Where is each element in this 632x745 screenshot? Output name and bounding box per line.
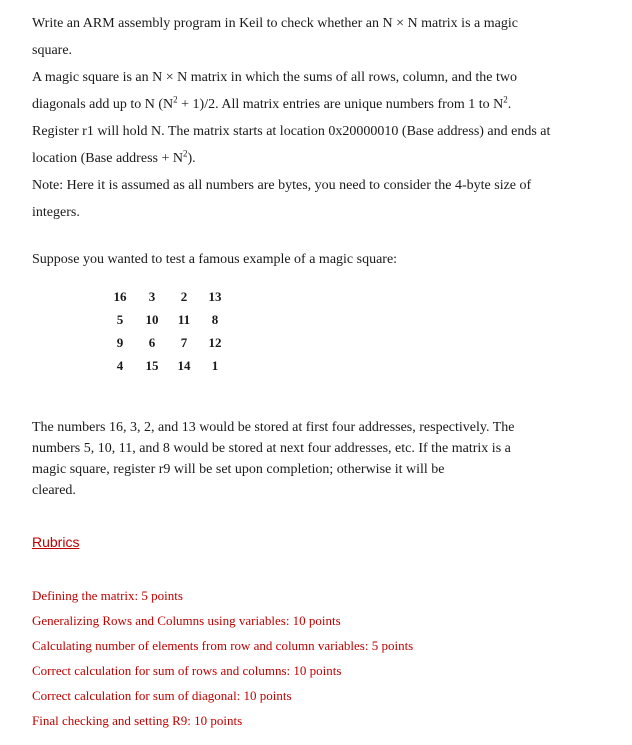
matrix-cell: 6 — [148, 334, 156, 350]
matrix-cell: 14 — [177, 357, 191, 373]
note-line2: integers. — [32, 205, 80, 220]
explanation-line2: numbers 5, 10, 11, and 8 would be stored at next four addresses, etc. If the matrix is a — [32, 441, 511, 456]
rubric-list — [32, 583, 612, 733]
definition-paragraph — [32, 64, 612, 172]
rubric-item: Correct calculation for sum of rows and columns: 10 points — [32, 663, 342, 678]
matrix-cell: 16 — [113, 288, 127, 304]
matrix-cell: 3 — [148, 288, 156, 304]
matrix-row — [106, 331, 232, 354]
definition-line4-b: ). — [187, 151, 196, 166]
magic-square-matrix — [106, 285, 232, 377]
definition-line1-mid: N matrix in which the sums of all rows, column, and the two — [173, 70, 517, 85]
definition-line1-pre: A magic square is an N — [32, 70, 166, 85]
note-line1: Note: Here it is assumed as all numbers are bytes, you need to consider the 4-byte size of — [32, 178, 532, 193]
intro-paragraph — [32, 10, 612, 64]
superscript-2: 2 — [173, 94, 178, 105]
explanation-line4: cleared. — [32, 483, 76, 498]
rubric-item: Final checking and setting R9: 10 points — [32, 713, 243, 728]
matrix-cell: 1 — [211, 357, 219, 373]
matrix-cell: 11 — [177, 311, 191, 327]
definition-line2-c: . — [507, 97, 512, 112]
definition-line3: Register r1 will hold N. The matrix starts at location 0x20000010 (Base address) and ends at — [32, 124, 551, 139]
matrix-cell: 4 — [116, 357, 124, 373]
definition-line2-a: diagonals add up to N (N — [32, 97, 174, 112]
rubric-item: Defining the matrix: 5 points — [32, 588, 183, 603]
matrix-cell: 8 — [211, 311, 219, 327]
matrix-row — [106, 308, 232, 331]
intro-text-wrap: square. — [32, 43, 73, 58]
note-paragraph — [32, 172, 612, 226]
definition-line4-a: location (Base address + N — [32, 151, 183, 166]
matrix-cell: 2 — [180, 288, 188, 304]
matrix-cell: 12 — [208, 334, 222, 350]
matrix-cell: 5 — [116, 311, 124, 327]
intro-text-pre: Write an ARM assembly program in Keil to check whether an N — [32, 16, 397, 31]
matrix-cell: 10 — [145, 311, 159, 327]
rubric-item: Correct calculation for sum of diagonal: 10 points — [32, 688, 292, 703]
matrix-cell: 15 — [145, 357, 159, 373]
matrix-cell: 7 — [180, 334, 188, 350]
matrix-row — [106, 285, 232, 308]
times-symbol: × — [396, 16, 405, 31]
times-symbol: × — [165, 70, 174, 85]
matrix-cell: 13 — [208, 288, 222, 304]
document-body — [32, 10, 612, 733]
intro-text-post: N matrix is a magic — [404, 16, 518, 31]
rubric-item: Generalizing Rows and Columns using variables: 10 points — [32, 613, 341, 628]
matrix-cell: 9 — [116, 334, 124, 350]
example-explanation — [32, 417, 612, 501]
explanation-line3: magic square, register r9 will be set upon completion; otherwise it will be — [32, 462, 445, 477]
example-lead: Suppose you wanted to test a famous example of a magic square: — [32, 252, 398, 267]
explanation-line1: The numbers 16, 3, 2, and 13 would be stored at first four addresses, respectively. The — [32, 420, 515, 435]
matrix-row — [106, 354, 232, 377]
rubric-item: Calculating number of elements from row and column variables: 5 points — [32, 638, 414, 653]
rubrics-link[interactable]: Rubrics — [32, 534, 80, 550]
definition-line2-b: + 1)/2. All matrix entries are unique numbers from 1 to N — [177, 97, 504, 112]
superscript-2: 2 — [182, 148, 188, 159]
superscript-2: 2 — [503, 94, 508, 105]
